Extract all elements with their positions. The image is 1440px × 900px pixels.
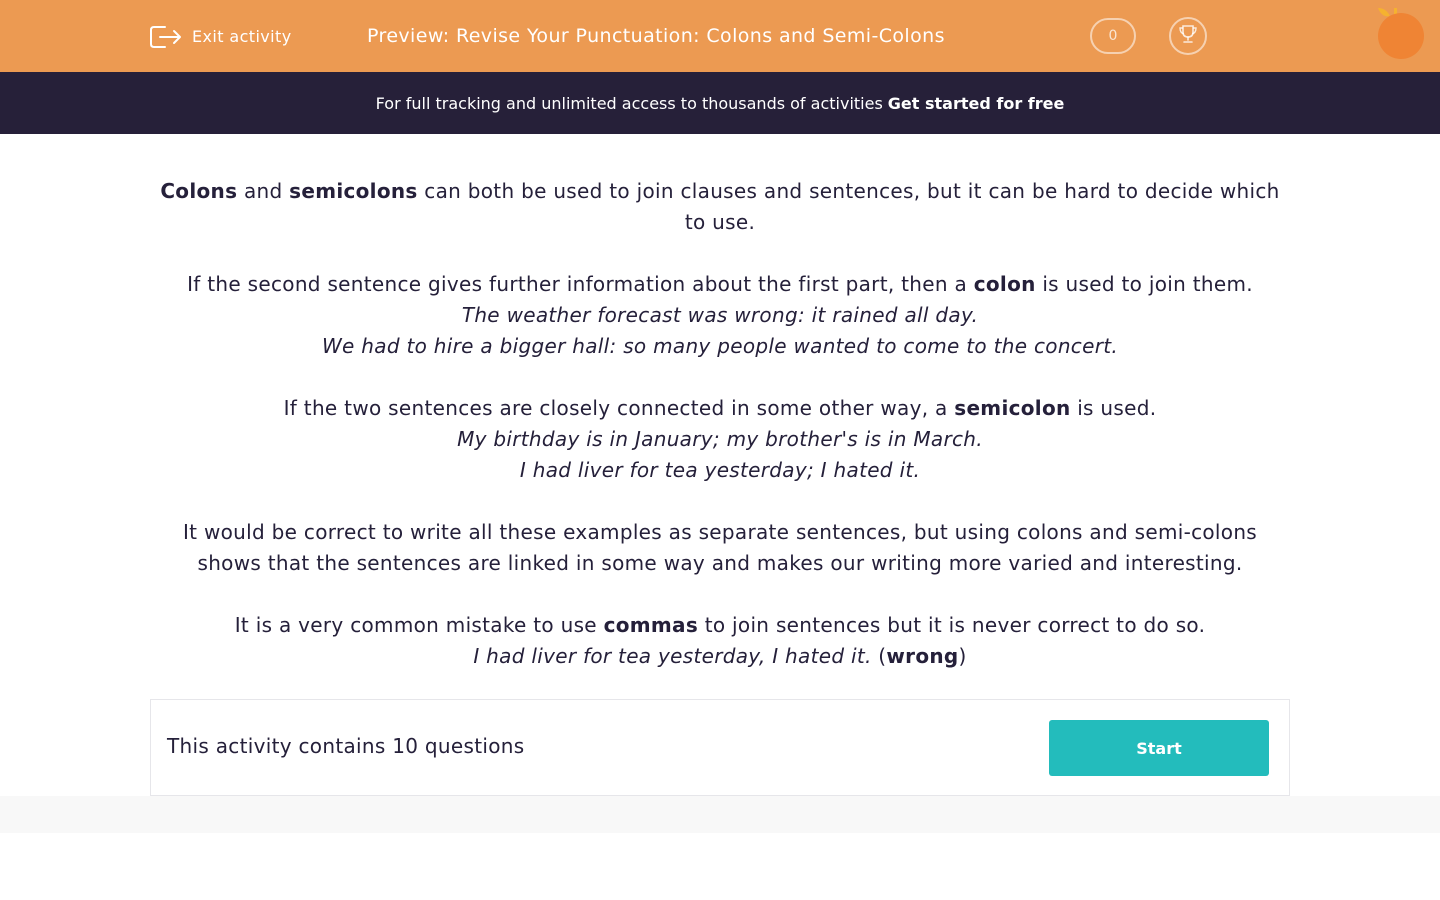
text: can both be used to join clauses and sentences, but it can be hard to decide which to use. — [417, 179, 1280, 234]
intro-paragraph-1 — [150, 176, 1290, 238]
banner-text: For full tracking and unlimited access to thousands of activities — [375, 93, 883, 113]
top-bar — [0, 0, 1440, 72]
text: is used. — [1070, 396, 1157, 420]
example-1 — [150, 300, 1290, 331]
text: ( — [871, 644, 887, 668]
start-button[interactable]: Start — [1049, 720, 1269, 776]
text: If the second sentence gives further information about the first part, then a — [187, 272, 974, 296]
text: It is a very common mistake to use — [234, 613, 604, 637]
footer-strip — [0, 796, 1440, 833]
score-badge: 0 — [1090, 18, 1136, 54]
spacer — [150, 579, 1290, 610]
example-text: I had liver for tea yesterday, I hated it. — [473, 644, 872, 668]
signup-banner — [0, 72, 1440, 134]
spacer — [150, 486, 1290, 517]
trophy-icon — [1177, 23, 1199, 49]
page-title: Preview: Revise Your Punctuation: Colons and Semi-Colons — [367, 25, 945, 47]
text: to join sentences but it is never correct to do so. — [698, 613, 1206, 637]
orange-logo-icon — [1372, 4, 1428, 62]
intro-content — [150, 176, 1290, 672]
example-text: The weather forecast was wrong: it rained all day. — [461, 303, 979, 327]
term-semicolon: semicolon — [954, 396, 1071, 420]
example-4 — [150, 455, 1290, 486]
example-text: We had to hire a bigger hall: so many people wanted to come to the concert. — [321, 334, 1119, 358]
activity-card — [150, 699, 1290, 796]
exit-icon — [149, 22, 182, 50]
example-2 — [150, 331, 1290, 362]
text: is used to join them. — [1035, 272, 1253, 296]
example-text: My birthday is in January; my brother's is in March. — [457, 427, 983, 451]
question-count: This activity contains 10 questions — [167, 734, 525, 758]
spacer — [150, 238, 1290, 269]
example-text: I had liver for tea yesterday; I hated it. — [519, 458, 921, 482]
intro-paragraph-4: It would be correct to write all these examples as separate sentences, but using colons and semi-colons shows that the sentences are linked in some way and makes our writing more varied and interesting. — [182, 520, 1258, 575]
example-5 — [150, 641, 1290, 672]
example-3 — [150, 424, 1290, 455]
text: If the two sentences are closely connected in some other way, a — [283, 396, 955, 420]
term-commas: commas — [603, 613, 699, 637]
text: ) — [958, 644, 967, 668]
text: and — [237, 179, 290, 203]
term-colons: Colons — [160, 179, 238, 203]
intro-paragraph-5 — [150, 610, 1290, 641]
intro-paragraph-2 — [150, 269, 1290, 300]
get-started-link[interactable]: Get started for free — [887, 93, 1065, 113]
exit-activity-label: Exit activity — [192, 26, 292, 46]
exit-activity-button[interactable] — [149, 20, 292, 52]
wrong-label: wrong — [886, 644, 959, 668]
intro-paragraph-3 — [150, 393, 1290, 424]
term-colon: colon — [973, 272, 1036, 296]
spacer — [150, 362, 1290, 393]
trophy-button[interactable] — [1169, 17, 1207, 55]
term-semicolons: semicolons — [289, 179, 418, 203]
